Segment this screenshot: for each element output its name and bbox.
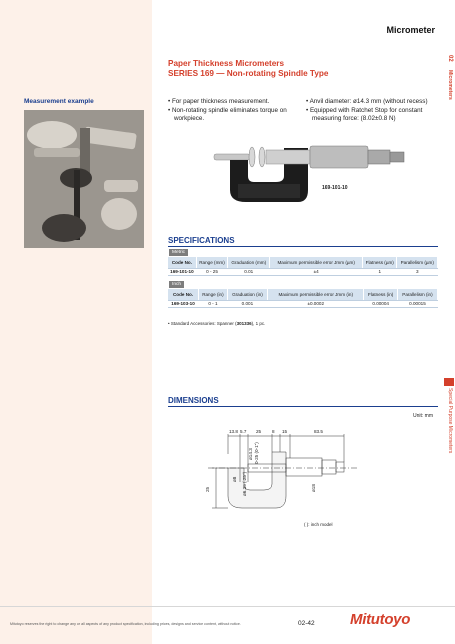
table-cell: 0.001 [227, 301, 267, 308]
table-header: Maximum permissible error Jmm (µm) [270, 257, 363, 269]
measurement-example-photo [24, 110, 144, 248]
standard-accessories [168, 321, 265, 326]
footer-disclaimer: Mitutoyo reserves the right to change any or all aspects of any product specification, including prices, designs and service content, without notice. [10, 622, 241, 626]
footer-rule [0, 606, 455, 607]
dim-label: 25 [205, 486, 210, 492]
dim-label: ø18 [311, 484, 316, 492]
metric-spec-table [168, 257, 438, 276]
table-header: Range (mm) [196, 257, 227, 269]
dim-label: 0-25 (0-1") [254, 442, 259, 464]
dim-label: 83.5 [314, 429, 323, 434]
product-title-line2: SERIES 169 — Non-rotating Spindle Type [168, 69, 329, 78]
metric-tag: Metric [169, 249, 188, 256]
table-header: Parallelism (in) [397, 289, 437, 301]
left-margin-band [0, 0, 152, 644]
table-header: Graduation (in) [227, 289, 267, 301]
table-row [168, 269, 438, 276]
table-cell: 0 - 1 [199, 301, 228, 308]
table-header: Flatness (in) [364, 289, 398, 301]
table-cell: 0.00004 [364, 301, 398, 308]
table-header: Graduation (mm) [228, 257, 270, 269]
measurement-photo-illustration [24, 110, 144, 248]
specifications-rule [168, 246, 438, 247]
dimensions-rule [168, 406, 438, 407]
dim-label: 8 [272, 429, 275, 434]
micrometer-product-image [212, 140, 408, 212]
inch-model-note: ( ): inch model [304, 522, 333, 527]
dimension-drawing [168, 412, 438, 532]
measurement-example-label: Measurement example [24, 98, 94, 105]
accessories-code: 301336 [236, 321, 252, 326]
table-cell: 1 [363, 269, 397, 276]
top-bar [152, 0, 455, 48]
dim-label: 15 [282, 429, 288, 434]
accessories-prefix: • Standard Accessories: Spanner ( [168, 321, 237, 326]
table-header: Maximum permissible error Jmm (in) [268, 289, 364, 301]
inch-spec-table [168, 289, 438, 308]
table-cell: ±4 [270, 269, 363, 276]
feature-list-2 [306, 98, 441, 124]
feature-item: • For paper thickness measurement. [168, 98, 270, 105]
product-title-line1: Paper Thickness Micrometers [168, 59, 285, 68]
dimensions-unit: Unit: mm [413, 413, 433, 419]
page-header-title: Micrometer [386, 25, 435, 35]
dim-label: ø8 [232, 476, 237, 482]
page-number: 02-42 [298, 620, 315, 627]
feature-item: • Non-rotating spindle eliminates torque on workpiece. [168, 106, 287, 122]
feature-item: • Equipped with Ratchet Stop for constant measuring force: (8.02±0.8 N) [306, 106, 423, 122]
table-header: Parallelism (µm) [397, 257, 438, 269]
dimensions-heading: DIMENSIONS [168, 396, 219, 405]
side-section-marker [444, 378, 454, 386]
accessories-suffix: ), 1 pc. [251, 321, 266, 326]
feature-list-1 [168, 98, 303, 124]
table-cell: 0 - 25 [196, 269, 227, 276]
table-header: Code No. [168, 289, 199, 301]
product-title [168, 59, 328, 79]
table-cell: 0.01 [228, 269, 270, 276]
specifications-heading: SPECIFICATIONS [168, 236, 235, 245]
table-row [168, 301, 438, 308]
table-cell: ±0.0002 [268, 301, 364, 308]
dim-label: ø14.3 [248, 448, 253, 460]
side-page-code: 02 [447, 55, 453, 62]
table-cell: 3 [397, 269, 438, 276]
table-cell: 169-103-10 [168, 301, 199, 308]
side-section-micrometers[interactable]: Micrometers [447, 70, 453, 100]
product-image-label: 169-101-10 [322, 185, 348, 191]
dim-label: 13.8 [229, 429, 238, 434]
side-section-special-purpose[interactable]: Special Purpose Micrometers [447, 388, 453, 454]
table-cell: 169-101-10 [168, 269, 196, 276]
dim-label: 5.7 [240, 429, 247, 434]
table-cell: 0.00015 [397, 301, 437, 308]
dim-label: 25 [256, 429, 262, 434]
table-header: Flatness (µm) [363, 257, 397, 269]
table-header: Range (in) [199, 289, 228, 301]
feature-item: • Anvil diameter: ø14.3 mm (without recess) [306, 98, 428, 105]
mitutoyo-logo: Mitutoyo [350, 611, 411, 628]
dim-label: ø6.35 (.25") [242, 471, 247, 496]
inch-tag: Inch [169, 281, 184, 288]
table-header: Code No. [168, 257, 196, 269]
